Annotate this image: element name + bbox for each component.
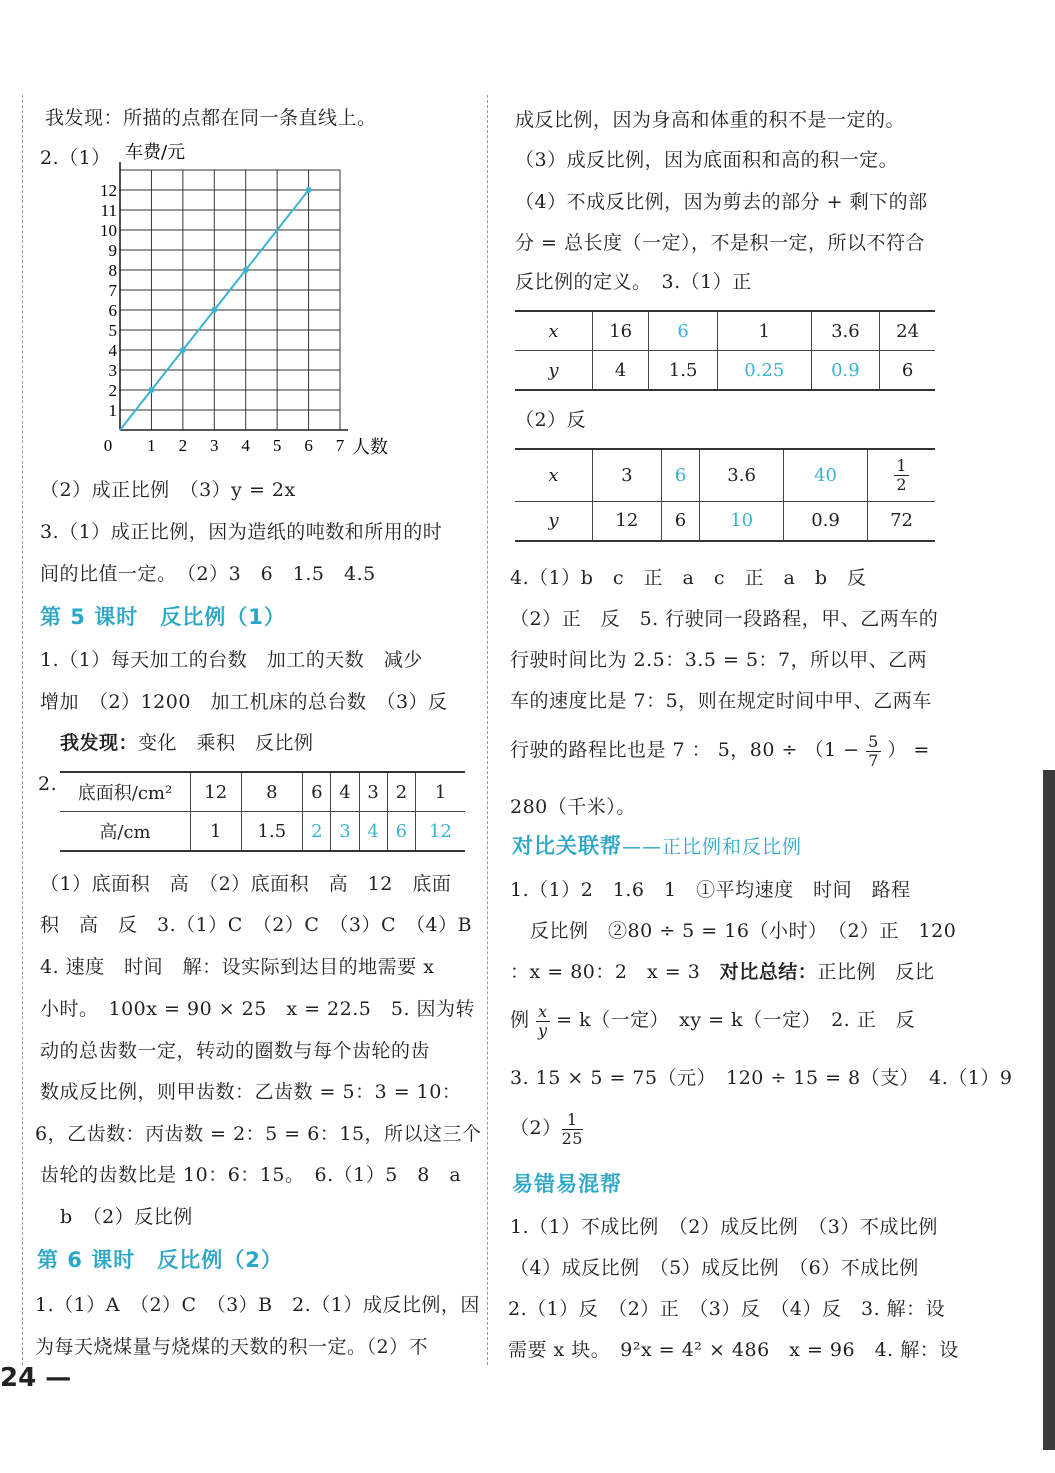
text-line: （3）成反比例，因为底面积和高的积一定。	[515, 149, 899, 171]
y-tick-label: 4	[108, 341, 117, 360]
y-tick-label: 8	[108, 261, 117, 280]
answer-cell: 10	[700, 501, 784, 541]
text-line: （2）成正比例 （3）y = 2x	[40, 479, 296, 501]
text-fragment: = k（一定） xy = k（一定） 2. 正 反	[556, 1009, 916, 1031]
table-cell: 6	[303, 772, 331, 812]
fraction-denominator: 2	[896, 474, 907, 494]
heading-main: 对比关联帮	[512, 834, 622, 858]
table-cell: 3	[593, 449, 662, 501]
text-fragment: 行驶的路程比也是 7 ： 5，80 ÷	[510, 739, 798, 761]
table-cell: 1	[717, 311, 811, 351]
fraction	[536, 1003, 550, 1040]
text-fragment: （2）	[510, 1117, 562, 1139]
table-cell: y	[515, 351, 593, 391]
text-line: 动的总齿数一定，转动的圈数与每个齿轮的齿	[40, 1040, 431, 1062]
text-line: （2）正 反 5. 行驶同一段路程，甲、乙两车的	[510, 608, 939, 630]
text-line: 2.（1）反 （2）正 （3）反 （4）反 3. 解：设	[508, 1298, 946, 1320]
text-line: 成反比例，因为身高和体重的积不是一定的。	[515, 109, 906, 131]
y-tick-label: 2	[108, 381, 117, 400]
section-heading: 第 5 课时 反比例（1）	[40, 605, 286, 629]
table-row	[60, 812, 465, 852]
table-cell	[868, 449, 935, 501]
text-line: 车的速度比是 7：5，则在规定时间中甲、乙两车	[510, 690, 932, 712]
table-cell: 4	[331, 772, 359, 812]
x-tick-label: 1	[147, 436, 156, 455]
table-cell: y	[515, 501, 593, 541]
section-heading: 第 6 课时 反比例（2）	[37, 1248, 283, 1272]
text-line: 反比例 ②80 ÷ 5 = 16（小时） （2）正 120	[530, 920, 957, 942]
table-cell: x	[515, 311, 593, 351]
y-tick-label: 12	[100, 181, 117, 200]
answer-cell: 12	[415, 812, 465, 852]
paren-open: （1 −	[804, 739, 860, 761]
column-divider	[487, 95, 488, 1365]
text-line: 反比例的定义。 3.（1）正	[515, 271, 752, 293]
answer-cell: 6	[387, 812, 415, 852]
text-line: 4. 速度 时间 解：设实际到达目的地需要 x	[40, 956, 435, 978]
data-point	[211, 307, 217, 313]
text-line: 1.（1）A （2）C （3）B 2.（1）成反比例，因	[35, 1294, 480, 1316]
text-line: 小时。 100x = 90 × 25 x = 22.5 5. 因为转	[40, 998, 476, 1020]
table-cell: 3.6	[811, 311, 880, 351]
answer-cell: 0.25	[717, 351, 811, 391]
text-line: 数成反比例，则甲齿数：乙齿数 = 5：3 = 10：	[40, 1081, 462, 1103]
text-line: 齿轮的齿数比是 10：6：15。 6.（1）5 8 a	[40, 1164, 462, 1186]
y-tick-label: 10	[100, 221, 117, 240]
fraction-numerator: 1	[896, 455, 907, 475]
area-height-table	[60, 771, 465, 852]
text-line	[510, 730, 930, 770]
left-margin-rule	[22, 95, 23, 1365]
text-fragment: 例	[510, 1009, 530, 1031]
data-point	[243, 267, 249, 273]
section-heading: 易错易混帮	[512, 1172, 622, 1196]
text-line: （4）不成反比例，因为剪去的部分 + 剩下的部	[515, 191, 928, 213]
inverse-proportion-table	[515, 448, 935, 542]
text-line: 280（千米）。	[510, 796, 636, 818]
table-cell: x	[515, 449, 593, 501]
line-chart	[95, 140, 425, 460]
question-label: 2.	[38, 773, 58, 795]
text-line: （2）反	[515, 409, 587, 431]
table-row	[515, 449, 935, 501]
discovery-label: 我发现：	[60, 732, 139, 754]
table-cell: 8	[241, 772, 303, 812]
y-tick-label: 3	[108, 361, 117, 380]
answer-cell: 40	[784, 449, 868, 501]
text-line: 6，乙齿数：丙齿数 = 2：5 = 6：15，所以这三个	[35, 1123, 482, 1145]
text-line: 3. 15 × 5 = 75（元） 120 ÷ 15 = 8（支） 4.（1）9	[510, 1067, 1013, 1089]
discovery-text: 变化 乘积 反比例	[138, 732, 314, 754]
table-row	[60, 772, 465, 812]
text-line	[60, 731, 314, 755]
table-row	[515, 501, 935, 541]
text-line: 4.（1）b c 正 a c 正 a b 反	[510, 567, 867, 589]
fraction	[866, 733, 881, 770]
fraction-denominator: 7	[868, 750, 879, 770]
y-axis-label: 车费/元	[125, 142, 186, 163]
fraction-denominator: 25	[561, 1128, 583, 1148]
y-tick-label: 9	[108, 241, 117, 260]
table-cell: 底面积/cm²	[60, 772, 191, 812]
x-tick-label: 4	[241, 436, 250, 455]
table-cell: 72	[868, 501, 935, 541]
data-point	[180, 347, 186, 353]
text-line: 3.（1）成正比例，因为造纸的吨数和所用的时	[40, 521, 443, 543]
table-cell: 1.5	[649, 351, 718, 391]
text-line: 需要 x 块。 9²x = 4² × 486 x = 96 4. 解：设	[508, 1339, 959, 1361]
text-line	[510, 960, 934, 984]
x-tick-label: 5	[272, 436, 282, 455]
answer-cell: 3	[331, 812, 359, 852]
table-cell: 16	[593, 311, 649, 351]
text-line: b （2）反比例	[60, 1206, 193, 1228]
data-point	[148, 387, 154, 393]
text-line: 1.（1）2 1.6 1 ①平均速度 时间 路程	[510, 879, 911, 901]
x-tick-label: 0	[103, 436, 113, 455]
direct-proportion-table	[515, 310, 935, 391]
table-cell: 6	[661, 501, 699, 541]
table-cell: 1	[415, 772, 465, 812]
text-fragment: 正比例 反比	[817, 961, 935, 983]
x-tick-label: 2	[178, 436, 188, 455]
answer-cell: 4	[359, 812, 387, 852]
table-cell: 24	[880, 311, 935, 351]
x-axis-label: 人数	[352, 437, 388, 458]
table-cell: 0.9	[784, 501, 868, 541]
text-line: 间的比值一定。 （2）3 6 1.5 4.5	[40, 563, 376, 585]
fraction-numerator: 1	[562, 1111, 583, 1130]
fraction	[562, 1111, 583, 1148]
text-fragment: =	[913, 739, 930, 761]
text-line: 增加 （2）1200 加工机床的总台数 （3）反	[40, 691, 448, 713]
x-tick-label: 7	[335, 436, 345, 455]
text-line: 为每天烧煤量与烧煤的天数的积一定。（2）不	[35, 1336, 429, 1358]
table-cell: 高/cm	[60, 812, 191, 852]
summary-label: 对比总结：	[719, 961, 818, 983]
page-edge-shadow	[1043, 770, 1055, 1450]
paren-close: ）	[887, 739, 907, 761]
text-line: 1.（1）每天加工的台数 加工的天数 减少	[40, 649, 423, 671]
y-tick-label: 6	[108, 301, 117, 320]
heading-sub: ——正比例和反比例	[622, 836, 803, 858]
y-tick-label: 5	[108, 321, 117, 340]
fraction	[894, 457, 908, 494]
answer-cell: 6	[661, 449, 699, 501]
table-cell: 2	[387, 772, 415, 812]
table-row	[515, 311, 935, 351]
text-line: 1.（1）不成比例 （2）成反比例 （3）不成比例	[510, 1216, 938, 1238]
answer-cell: 0.9	[811, 351, 880, 391]
table-cell: 12	[191, 772, 242, 812]
page-number: 24 —	[0, 1363, 72, 1393]
x-tick-label: 3	[210, 436, 219, 455]
text-line	[510, 1000, 915, 1040]
text-line: 我发现：所描的点都在同一条直线上。	[45, 107, 377, 129]
table-cell: 1	[191, 812, 242, 852]
y-tick-label: 1	[108, 401, 117, 420]
text-fragment: ：x = 80：2 x = 3	[510, 961, 720, 983]
table-cell: 4	[593, 351, 649, 391]
table-cell: 12	[593, 501, 662, 541]
question-label: 2.（1）	[40, 147, 111, 169]
fraction-numerator: x	[538, 1001, 548, 1021]
answer-cell: 2	[303, 812, 331, 852]
table-cell: 3.6	[700, 449, 784, 501]
fraction-numerator: 5	[868, 731, 879, 751]
answer-cell: 6	[649, 311, 718, 351]
table-cell: 3	[359, 772, 387, 812]
table-row	[515, 351, 935, 391]
section-heading	[512, 830, 802, 860]
fraction-denominator: y	[538, 1020, 548, 1040]
table-cell: 1.5	[241, 812, 303, 852]
text-line: 积 高 反 3.（1）C （2）C （3）C （4）B	[40, 914, 473, 936]
y-tick-label: 7	[108, 281, 117, 300]
x-tick-label: 6	[304, 436, 313, 455]
table-cell: 6	[880, 351, 935, 391]
text-line: （4）成反比例 （5）成反比例 （6）不成比例	[510, 1257, 919, 1279]
text-line: 分 = 总长度（一定），不是积一定，所以不符合	[515, 232, 926, 254]
y-tick-label: 11	[100, 201, 117, 220]
data-point	[306, 187, 312, 193]
text-line: （1）底面积 高 （2）底面积 高 12 底面	[40, 873, 452, 895]
text-line	[510, 1108, 583, 1148]
text-line: 行驶时间比为 2.5：3.5 = 5：7，所以甲、乙两	[510, 649, 928, 671]
